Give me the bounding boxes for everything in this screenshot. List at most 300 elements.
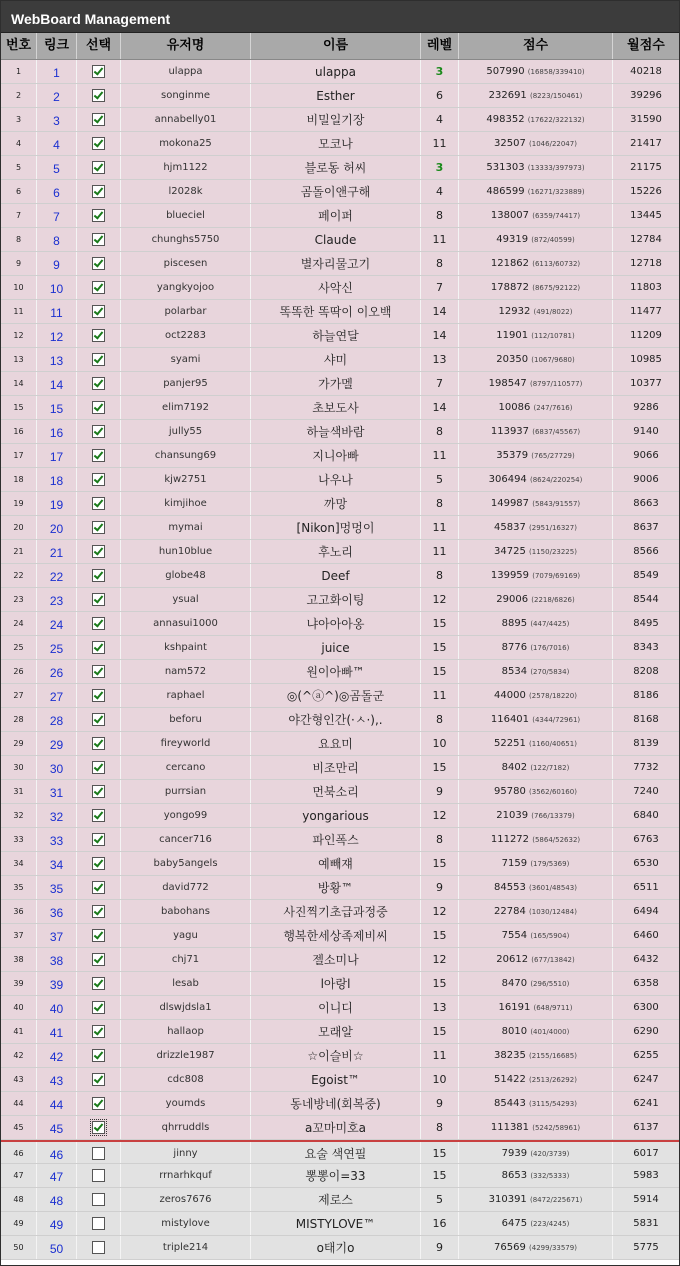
display-name: a꼬마미호a — [251, 1116, 421, 1139]
rank-link[interactable]: 9 — [53, 258, 60, 272]
level: 15 — [421, 636, 459, 659]
score-cell — [459, 588, 613, 611]
row-number: 15 — [1, 396, 37, 419]
rank-link[interactable]: 7 — [53, 210, 60, 224]
rank-link-cell — [37, 1236, 77, 1259]
select-cell — [77, 492, 121, 515]
rank-link[interactable]: 11 — [50, 306, 63, 320]
rank-link[interactable]: 49 — [49, 1218, 64, 1232]
table-row — [1, 252, 679, 276]
level: 15 — [421, 1164, 459, 1187]
select-cell — [77, 204, 121, 227]
score-cell — [459, 516, 613, 539]
score-value: 11901 — [496, 330, 529, 341]
row-number: 5 — [1, 156, 37, 179]
monthly-score: 8663 — [633, 498, 659, 509]
level: 8 — [421, 1116, 459, 1139]
level: 13 — [421, 348, 459, 371]
table-row — [1, 1068, 679, 1092]
display-name: 가가멜 — [251, 372, 421, 395]
row-number: 11 — [1, 300, 37, 323]
table-row — [1, 300, 679, 324]
row-number: 20 — [1, 516, 37, 539]
select-checkbox[interactable] — [92, 737, 105, 750]
score-cell — [459, 972, 613, 995]
rank-link[interactable]: 1 — [53, 66, 60, 80]
rank-link[interactable]: 13 — [49, 354, 64, 368]
score-cell — [459, 1044, 613, 1067]
rank-link[interactable]: 45 — [49, 1122, 64, 1136]
display-name: yongarious — [251, 804, 421, 827]
score-value: 34725 — [494, 546, 526, 557]
select-cell — [77, 756, 121, 779]
level: 10 — [421, 732, 459, 755]
score-value: 7159 — [501, 858, 528, 869]
score-detail: (1160/40651) — [529, 740, 577, 748]
monthly-score: 12784 — [630, 234, 662, 245]
monthly-score: 8168 — [633, 714, 659, 725]
level: 14 — [421, 324, 459, 347]
rank-link-cell — [37, 900, 77, 923]
select-cell — [77, 1164, 121, 1187]
level: 4 — [421, 180, 459, 203]
username: ysual — [121, 588, 251, 611]
table-row — [1, 1020, 679, 1044]
username: chj71 — [121, 948, 251, 971]
rank-link[interactable]: 3 — [53, 114, 60, 128]
select-checkbox[interactable] — [92, 1097, 105, 1110]
display-name: MISTYLOVE™ — [251, 1212, 421, 1235]
select-checkbox[interactable] — [92, 617, 105, 630]
row-number: 27 — [1, 684, 37, 707]
rank-link[interactable]: 4 — [53, 138, 60, 152]
rank-link[interactable]: 48 — [49, 1194, 64, 1208]
score-detail: (8675/92122) — [532, 284, 581, 292]
monthly-score: 40218 — [630, 66, 662, 77]
select-checkbox[interactable] — [92, 977, 105, 990]
display-name: 동네방네(회복중) — [251, 1092, 421, 1115]
score-value: 51422 — [494, 1074, 526, 1085]
rank-link-cell — [37, 780, 77, 803]
score-cell — [459, 684, 613, 707]
display-name: 하늘연달 — [251, 324, 421, 347]
rank-link[interactable]: 44 — [49, 1098, 64, 1112]
select-cell — [77, 276, 121, 299]
monthly-score: 6017 — [633, 1148, 659, 1159]
display-name: ☆이슬비☆ — [251, 1044, 421, 1067]
select-checkbox[interactable] — [92, 425, 105, 438]
select-checkbox[interactable] — [92, 377, 105, 390]
select-checkbox[interactable] — [92, 1241, 105, 1254]
table-row — [1, 996, 679, 1020]
score-detail: (8797/110577) — [530, 380, 583, 388]
select-checkbox[interactable] — [92, 281, 105, 294]
col-header-no: 번호 — [1, 33, 37, 59]
score-detail: (270/5834) — [530, 668, 570, 676]
row-number: 29 — [1, 732, 37, 755]
level: 12 — [421, 900, 459, 923]
score-cell — [459, 156, 613, 179]
score-detail: (3115/54293) — [529, 1100, 577, 1108]
rank-link[interactable]: 50 — [49, 1242, 64, 1256]
rank-link-cell — [37, 948, 77, 971]
score-cell — [459, 1116, 613, 1139]
score-cell — [459, 420, 613, 443]
username: syami — [121, 348, 251, 371]
select-cell — [77, 396, 121, 419]
score-value: 35379 — [496, 450, 529, 461]
col-header-score: 점수 — [459, 33, 613, 59]
table-row — [1, 204, 679, 228]
rank-link[interactable]: 29 — [49, 738, 64, 752]
select-cell — [77, 636, 121, 659]
score-cell — [459, 1212, 613, 1235]
table-row — [1, 372, 679, 396]
score-cell — [459, 324, 613, 347]
monthly-score: 5914 — [633, 1194, 659, 1205]
monthly-score: 6247 — [633, 1074, 659, 1085]
monthly-score: 9140 — [633, 426, 659, 437]
select-cell — [77, 420, 121, 443]
score-cell — [459, 852, 613, 875]
table-row — [1, 636, 679, 660]
display-name: 요요미 — [251, 732, 421, 755]
level: 15 — [421, 612, 459, 635]
table-row — [1, 156, 679, 180]
score-value: 8895 — [501, 618, 528, 629]
table-row — [1, 516, 679, 540]
score-detail: (766/13379) — [531, 812, 575, 820]
select-cell — [77, 1020, 121, 1043]
select-checkbox[interactable] — [92, 641, 105, 654]
username: polarbar — [121, 300, 251, 323]
rank-link[interactable]: 15 — [49, 402, 64, 416]
rank-link[interactable]: 42 — [49, 1050, 64, 1064]
score-cell — [459, 348, 613, 371]
rank-link-cell — [37, 1068, 77, 1091]
rank-link[interactable]: 35 — [49, 882, 64, 896]
rank-link[interactable]: 14 — [49, 378, 64, 392]
select-checkbox[interactable] — [92, 1025, 105, 1038]
rank-link[interactable]: 34 — [49, 858, 64, 872]
rank-link[interactable]: 18 — [49, 474, 64, 488]
display-name: 방황™ — [251, 876, 421, 899]
select-checkbox[interactable] — [92, 65, 105, 78]
monthly-score: 11209 — [630, 330, 662, 341]
rank-link[interactable]: 40 — [49, 1002, 64, 1016]
display-name: 이니디 — [251, 996, 421, 1019]
rank-link[interactable]: 25 — [49, 642, 64, 656]
rank-link-cell — [37, 180, 77, 203]
score-detail: (447/4425) — [530, 620, 570, 628]
rank-link[interactable]: 31 — [49, 786, 64, 800]
score-cell — [459, 612, 613, 635]
select-checkbox[interactable] — [92, 305, 105, 318]
score-detail: (13333/397973) — [527, 164, 585, 172]
score-cell — [459, 924, 613, 947]
display-name: 까망 — [251, 492, 421, 515]
select-checkbox[interactable] — [92, 929, 105, 942]
username: triple214 — [121, 1236, 251, 1259]
select-checkbox[interactable] — [92, 761, 105, 774]
rank-link-cell — [37, 1044, 77, 1067]
display-name: 후노리 — [251, 540, 421, 563]
monthly-score: 12718 — [630, 258, 662, 269]
row-number: 17 — [1, 444, 37, 467]
rank-link-cell — [37, 924, 77, 947]
select-cell — [77, 1212, 121, 1235]
select-checkbox[interactable] — [92, 1147, 105, 1160]
display-name: o태기o — [251, 1236, 421, 1259]
row-number: 19 — [1, 492, 37, 515]
level: 11 — [421, 132, 459, 155]
score-cell — [459, 180, 613, 203]
table-row — [1, 972, 679, 996]
select-checkbox[interactable] — [92, 1217, 105, 1230]
monthly-score: 6241 — [633, 1098, 659, 1109]
table-row — [1, 276, 679, 300]
username: globe48 — [121, 564, 251, 587]
table-row — [1, 1116, 679, 1140]
select-checkbox[interactable] — [92, 545, 105, 558]
rank-link[interactable]: 2 — [53, 90, 60, 104]
select-checkbox[interactable] — [92, 905, 105, 918]
table-row — [1, 420, 679, 444]
rank-link[interactable]: 6 — [53, 186, 60, 200]
col-header-monthly: 월점수 — [627, 38, 665, 53]
row-number: 42 — [1, 1044, 37, 1067]
row-number: 50 — [1, 1236, 37, 1259]
rank-link[interactable]: 21 — [49, 546, 64, 560]
level: 15 — [421, 756, 459, 779]
username: lesab — [121, 972, 251, 995]
select-checkbox[interactable] — [92, 209, 105, 222]
select-checkbox[interactable] — [92, 353, 105, 366]
monthly-score: 6137 — [633, 1122, 659, 1133]
table-row — [1, 1164, 679, 1188]
select-checkbox[interactable] — [92, 1193, 105, 1206]
score-cell — [459, 372, 613, 395]
display-name: ulappa — [251, 60, 421, 83]
score-value: 95780 — [494, 786, 526, 797]
table-row — [1, 948, 679, 972]
display-name: 똑똑한 똑딱이 이오백 — [251, 300, 421, 323]
monthly-score: 6255 — [633, 1050, 659, 1061]
score-detail: (2218/6826) — [531, 596, 575, 604]
level: 7 — [421, 276, 459, 299]
row-number: 26 — [1, 660, 37, 683]
select-checkbox[interactable] — [92, 569, 105, 582]
row-number: 23 — [1, 588, 37, 611]
username: songinme — [121, 84, 251, 107]
select-checkbox[interactable] — [92, 401, 105, 414]
monthly-score: 6511 — [633, 882, 659, 893]
display-name: 고고화이팅 — [251, 588, 421, 611]
select-checkbox[interactable] — [92, 185, 105, 198]
select-checkbox[interactable] — [92, 1049, 105, 1062]
select-checkbox[interactable] — [92, 1073, 105, 1086]
display-name: Esther — [251, 84, 421, 107]
select-checkbox[interactable] — [92, 1121, 105, 1134]
select-cell — [77, 708, 121, 731]
table-row — [1, 780, 679, 804]
rank-link[interactable]: 36 — [49, 906, 64, 920]
monthly-score: 6290 — [633, 1026, 659, 1037]
select-checkbox[interactable] — [92, 329, 105, 342]
score-cell — [459, 732, 613, 755]
rank-link[interactable]: 10 — [49, 282, 64, 296]
select-checkbox[interactable] — [92, 713, 105, 726]
select-cell — [77, 780, 121, 803]
monthly-score: 6763 — [633, 834, 659, 845]
row-number: 44 — [1, 1092, 37, 1115]
select-checkbox[interactable] — [92, 137, 105, 150]
rank-link[interactable]: 33 — [49, 834, 64, 848]
row-number: 31 — [1, 780, 37, 803]
score-cell — [459, 996, 613, 1019]
rank-link[interactable]: 46 — [49, 1148, 64, 1162]
row-number: 28 — [1, 708, 37, 731]
username: nam572 — [121, 660, 251, 683]
select-checkbox[interactable] — [92, 593, 105, 606]
rank-link[interactable]: 17 — [49, 450, 64, 464]
monthly-score: 6300 — [633, 1002, 659, 1013]
rank-link[interactable]: 19 — [49, 498, 64, 512]
rank-link[interactable]: 26 — [49, 666, 64, 680]
select-checkbox[interactable] — [92, 89, 105, 102]
score-cell — [459, 948, 613, 971]
rank-link[interactable]: 22 — [49, 570, 64, 584]
select-cell — [77, 924, 121, 947]
rank-link[interactable]: 12 — [49, 330, 64, 344]
score-cell — [459, 636, 613, 659]
score-value: 139959 — [490, 570, 530, 581]
score-detail: (1046/22047) — [529, 140, 577, 148]
rank-link[interactable]: 23 — [49, 594, 64, 608]
score-value: 32507 — [494, 138, 526, 149]
select-checkbox[interactable] — [92, 257, 105, 270]
level: 12 — [421, 948, 459, 971]
row-number: 32 — [1, 804, 37, 827]
table-row — [1, 1092, 679, 1116]
rank-link[interactable]: 5 — [53, 162, 60, 176]
score-detail: (112/10781) — [531, 332, 575, 340]
rank-link[interactable]: 43 — [49, 1074, 64, 1088]
username: cdc808 — [121, 1068, 251, 1091]
score-value: 111272 — [490, 834, 530, 845]
rank-link[interactable]: 41 — [49, 1026, 64, 1040]
select-checkbox[interactable] — [92, 473, 105, 486]
username: annasui1000 — [121, 612, 251, 635]
display-name: l아랑l — [251, 972, 421, 995]
row-number: 9 — [1, 252, 37, 275]
row-number: 35 — [1, 876, 37, 899]
display-name: 비밀일기장 — [251, 108, 421, 131]
username: kjw2751 — [121, 468, 251, 491]
level: 8 — [421, 420, 459, 443]
select-checkbox[interactable] — [92, 233, 105, 246]
row-number: 24 — [1, 612, 37, 635]
rank-link[interactable]: 38 — [49, 954, 64, 968]
monthly-score: 8208 — [633, 666, 659, 677]
select-checkbox[interactable] — [92, 689, 105, 702]
select-checkbox[interactable] — [92, 833, 105, 846]
select-checkbox[interactable] — [92, 953, 105, 966]
username: hjm1122 — [121, 156, 251, 179]
rank-link-cell — [37, 972, 77, 995]
row-number: 6 — [1, 180, 37, 203]
row-number: 18 — [1, 468, 37, 491]
monthly-score: 5983 — [633, 1170, 659, 1181]
select-checkbox[interactable] — [92, 857, 105, 870]
display-name: 비조만리 — [251, 756, 421, 779]
rank-link[interactable]: 37 — [49, 930, 64, 944]
rank-link-cell — [37, 492, 77, 515]
rank-link-cell — [37, 852, 77, 875]
select-checkbox[interactable] — [92, 1169, 105, 1182]
score-detail: (420/3739) — [530, 1150, 570, 1158]
score-value: 84553 — [494, 882, 526, 893]
score-value: 498352 — [486, 114, 525, 125]
level: 9 — [421, 876, 459, 899]
row-number: 33 — [1, 828, 37, 851]
select-checkbox[interactable] — [92, 665, 105, 678]
table-row — [1, 84, 679, 108]
rank-link[interactable]: 30 — [49, 762, 64, 776]
select-checkbox[interactable] — [92, 785, 105, 798]
score-detail: (4299/33579) — [529, 1244, 577, 1252]
select-checkbox[interactable] — [92, 1001, 105, 1014]
monthly-score: 21175 — [630, 162, 662, 173]
score-value: 7554 — [501, 930, 528, 941]
rank-link[interactable]: 47 — [49, 1170, 64, 1184]
username: cancer716 — [121, 828, 251, 851]
select-checkbox[interactable] — [92, 497, 105, 510]
table-row — [1, 1044, 679, 1068]
rank-link[interactable]: 16 — [49, 426, 64, 440]
monthly-score: 39296 — [630, 90, 662, 101]
rank-link[interactable]: 39 — [49, 978, 64, 992]
select-checkbox[interactable] — [92, 809, 105, 822]
select-checkbox[interactable] — [92, 521, 105, 534]
score-cell — [459, 876, 613, 899]
score-cell — [459, 132, 613, 155]
table-row — [1, 1236, 679, 1260]
select-checkbox[interactable] — [92, 449, 105, 462]
score-cell — [459, 204, 613, 227]
table-row — [1, 108, 679, 132]
select-checkbox[interactable] — [92, 113, 105, 126]
rank-link[interactable]: 20 — [49, 522, 64, 536]
monthly-score: 8139 — [633, 738, 659, 749]
select-checkbox[interactable] — [92, 161, 105, 174]
table-row — [1, 348, 679, 372]
rank-link[interactable]: 32 — [49, 810, 64, 824]
rank-link[interactable]: 27 — [49, 690, 64, 704]
rank-link[interactable]: 24 — [49, 618, 64, 632]
username: oct2283 — [121, 324, 251, 347]
rank-link[interactable]: 8 — [53, 234, 60, 248]
display-name: 모코나 — [251, 132, 421, 155]
select-checkbox[interactable] — [92, 881, 105, 894]
score-detail: (872/40599) — [531, 236, 575, 244]
score-cell — [459, 276, 613, 299]
level: 8 — [421, 204, 459, 227]
rank-link[interactable]: 28 — [49, 714, 64, 728]
username: purrsian — [121, 780, 251, 803]
display-name: Egoist™ — [251, 1068, 421, 1091]
username: yongo99 — [121, 804, 251, 827]
